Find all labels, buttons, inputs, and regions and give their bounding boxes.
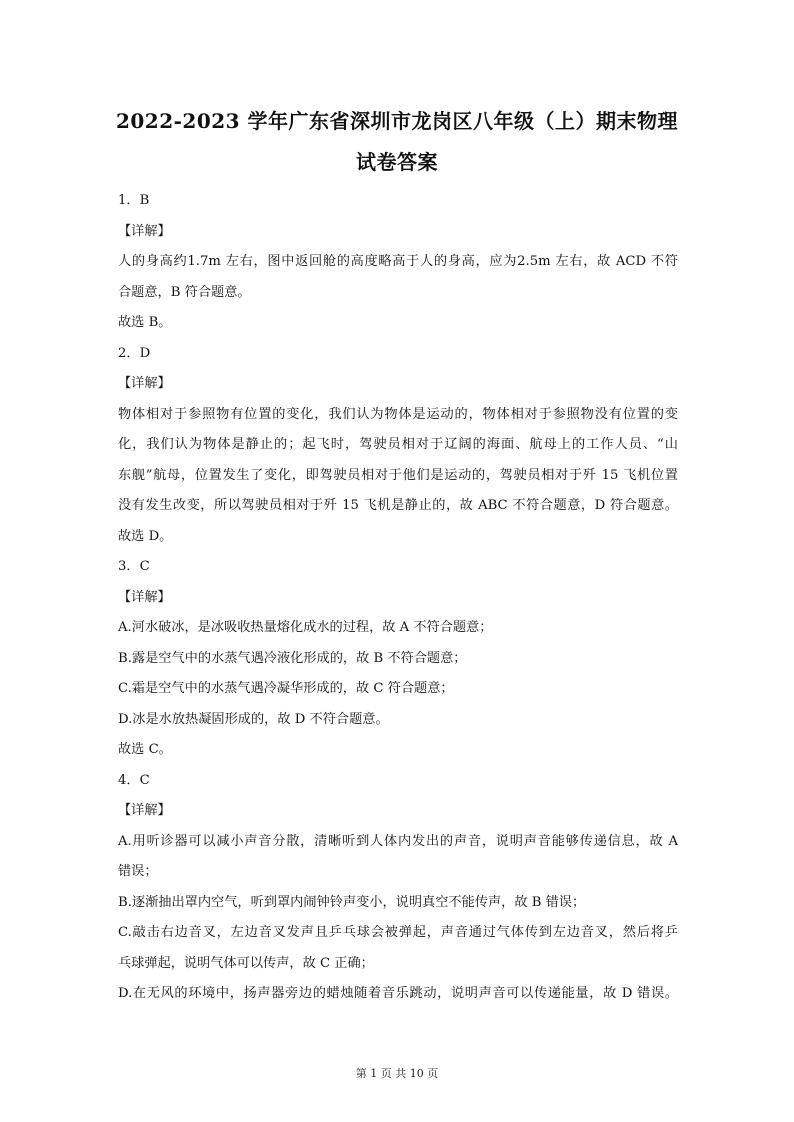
text-line: 错误； <box>118 864 158 879</box>
text-line: 【详解】 <box>118 803 171 818</box>
text-line: 【详解】 <box>118 589 171 605</box>
text-line: 【详解】 <box>118 223 171 239</box>
text-line: B.逐渐抽出罩内空气，听到罩内闹钟铃声变小，说明真空不能传声，故 B 错误； <box>118 894 586 910</box>
text-line: 1．B <box>118 193 150 208</box>
text-line: D.在无风的环境中，扬声器旁边的蜡烛随着音乐跳动，说明声音可以传递能量，故 D 错误。 <box>118 986 678 1001</box>
text-line: A.河水破冰，是冰吸收热量熔化成水的过程，故 A 不符合题意； <box>118 620 493 635</box>
text-line: C.霜是空气中的水蒸气遇冷凝华形成的，故 C 符合题意； <box>118 681 454 696</box>
text-line: 没有发生改变，所以驾驶员相对于歼 15 飞机是静止的，故 ABC 不符合题意，D 符合题意。 <box>118 498 678 513</box>
text-line: D.冰是水放热凝固形成的，故 D 不符合题意。 <box>118 711 389 727</box>
text-line: A.用听诊器可以减小声音分散，清晰听到人体内发出的声音，说明声音能够传递信息，故 A <box>118 833 678 849</box>
text-line: 2．D <box>118 345 151 361</box>
text-line: 乓球弹起，说明气体可以传声，故 C 正确； <box>118 955 374 971</box>
document-title-line-2: 试卷答案 <box>356 150 438 174</box>
text-line: 合题意，B 符合题意。 <box>118 284 251 300</box>
text-line: C.敲击右边音叉，左边音叉发声且乒乓球会被弹起，声音通过气体传到左边音叉，然后将乒 <box>118 925 678 940</box>
answer-body <box>118 186 678 1010</box>
text-line: 东舰”航母，位置发生了变化，即驾驶员相对于他们是运动的，驾驶员相对于歼 15 飞机位置 <box>118 467 678 483</box>
text-line: 物体相对于参照物有位置的变化，我们认为物体是运动的，物体相对于参照物没有位置的变 <box>118 406 678 422</box>
text-line: 3．C <box>118 559 150 574</box>
text-line: 故选 D。 <box>118 528 173 544</box>
text-line: B.露是空气中的水蒸气遇冷液化形成的，故 B 不符合题意； <box>118 650 467 666</box>
text-line: 化，我们认为物体是静止的；起飞时，驾驶员相对于辽阔的海面、航母上的工作人员、“山 <box>118 437 678 452</box>
text-line: 人的身高约1.7m 左右，图中返回舱的高度略高于人的身高，应为2.5m 左右，故 ACD 不符 <box>118 254 678 269</box>
page-footer: 第 1 页 共 10 页 <box>355 1067 439 1080</box>
text-line: 4．C <box>118 772 150 788</box>
text-line: 【详解】 <box>118 376 171 391</box>
text-line: 故选 C。 <box>118 742 172 757</box>
text-line: 故选 B。 <box>118 315 172 330</box>
document-title-line-1: 2022-2023 学年广东省深圳市龙岗区八年级（上）期末物理 <box>115 109 679 133</box>
